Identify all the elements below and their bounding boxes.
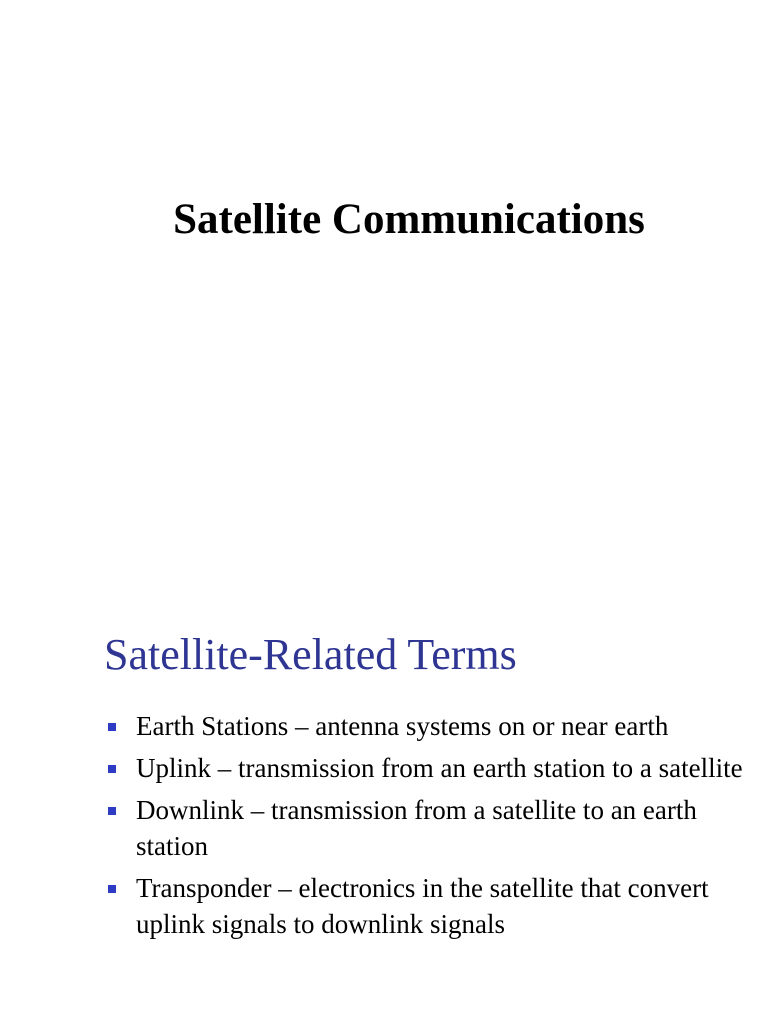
slide-title: Satellite Communications — [173, 196, 645, 243]
bullet-list — [104, 708, 744, 948]
square-bullet-icon — [108, 807, 116, 815]
bullet-text: Uplink – transmission from an earth station to a satellite — [136, 753, 743, 783]
bullet-item-downlink — [104, 792, 744, 864]
square-bullet-icon — [108, 765, 116, 773]
bullet-item-transponder — [104, 870, 744, 942]
bullet-text: Downlink – transmission from a satellite to an earth station — [136, 795, 697, 861]
bullet-item-earth-stations — [104, 708, 744, 744]
bullet-text: Transponder – electronics in the satellite that convert uplink signals to downlink signals — [136, 873, 709, 939]
terms-slide — [0, 580, 768, 1024]
section-title: Satellite-Related Terms — [104, 630, 517, 679]
bullet-item-uplink — [104, 750, 744, 786]
square-bullet-icon — [108, 723, 116, 731]
bullet-text: Earth Stations – antenna systems on or near earth — [136, 711, 669, 741]
square-bullet-icon — [108, 885, 116, 893]
